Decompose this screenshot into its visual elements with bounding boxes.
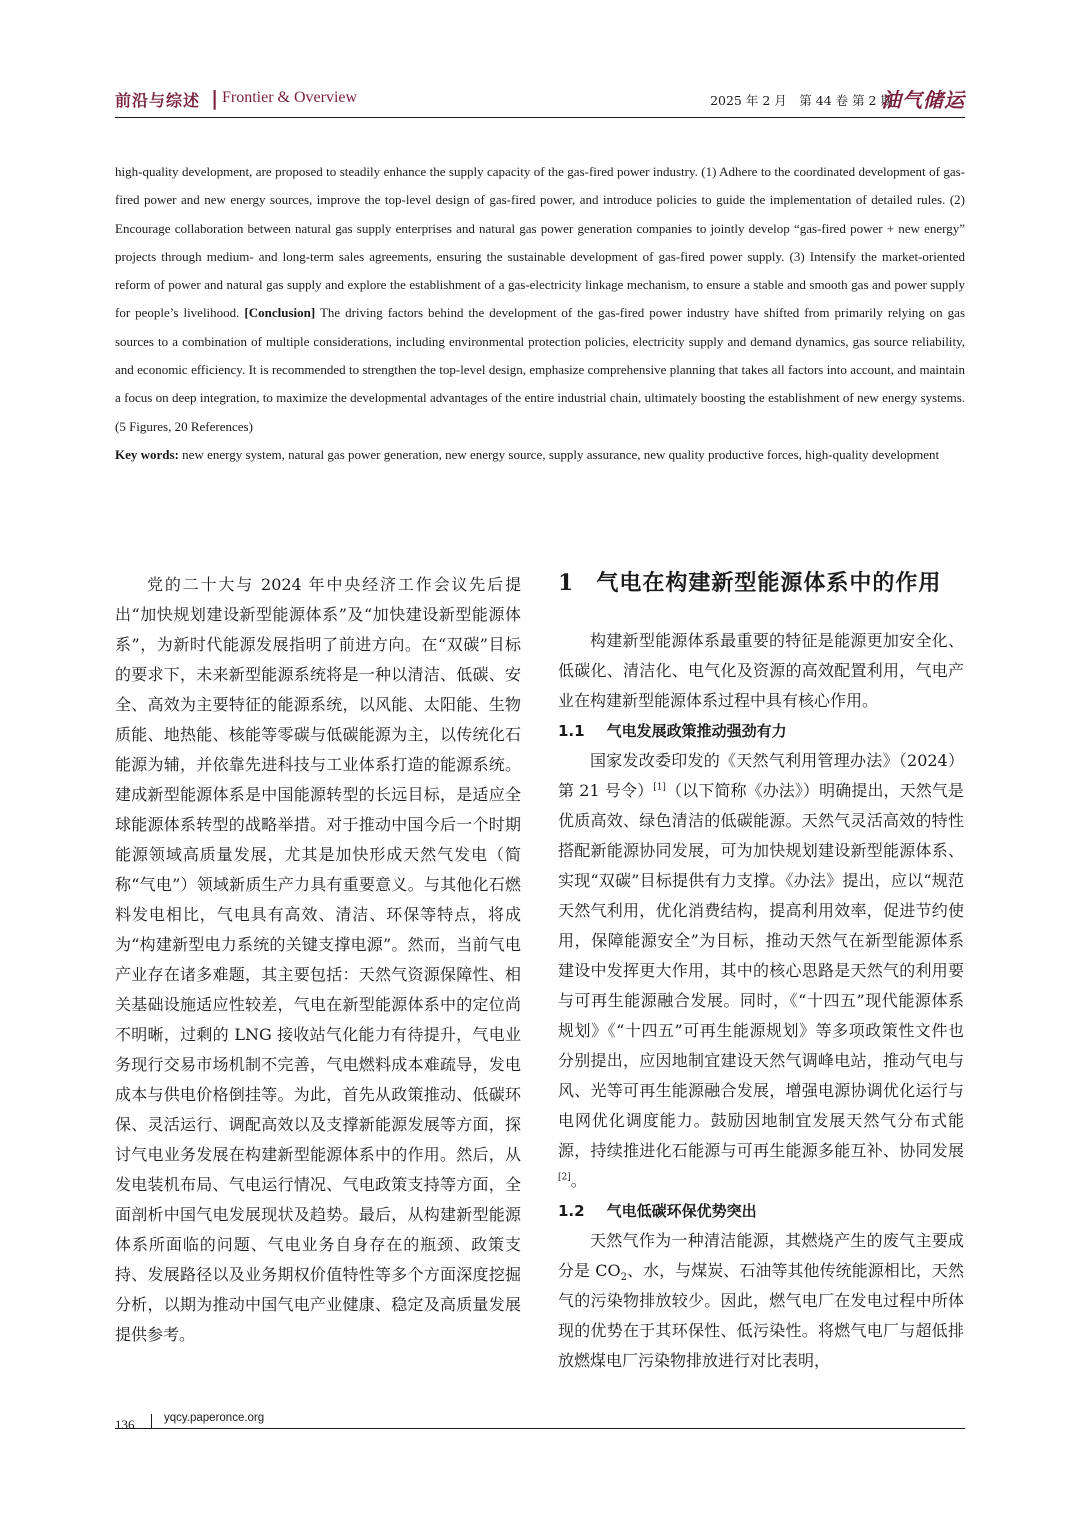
keywords (115, 441, 965, 469)
subsection-title: 气电发展政策推动强劲有力 (606, 722, 787, 740)
header-separator: | (211, 86, 219, 110)
paragraph-text: 国家发改委印发的《天然气利用管理办法》（2024）第 21 号令） (558, 751, 964, 800)
subsection-1-2-paragraph (558, 1226, 964, 1376)
subscript: 2 (620, 1272, 627, 1284)
paragraph-text: 。 (570, 1171, 587, 1190)
subsection-number: 1.2 (558, 1202, 585, 1220)
journal-url[interactable]: yqcy.paperonce.org (164, 1412, 265, 1424)
running-header (115, 84, 965, 116)
section-1-paragraph: 构建新型能源体系最重要的特征是能源更加安全化、低碳化、清洁化、电气化及资源的高效配置利用，气电产业在构建新型能源体系过程中具有核心作用。 (558, 631, 964, 710)
abstract-paragraph (115, 158, 965, 441)
abstract-results-text: high-quality development, are proposed to steadily enhance the supply capacity of the gas-fired power industry. (1) Adhere to the coordinated development of gas-fired power and new energy sources, improve the top-level design of gas-fired power, and introduce policies to guide the implementation of detailed rules. (2) Encourage collaboration between natural gas supply enterprises and natural gas power generation companies to jointly develop “gas-fired power + new energy” projects through medium- and long-term sales agreements, ensuring the sustainable development of gas-fired power supply. (3) Intensify the market-oriented reform of power and natural gas supply and explore the establishment of a gas-electricity linkage mechanism, to ensure a stable and smooth gas and power supply for people’s livelihood. (115, 164, 965, 321)
keywords-label: Key words: (115, 446, 179, 462)
paragraph-text: （以下简称《办法》）明确提出，天然气是优质高效、绿色清洁的低碳能源。天然气灵活高效的特性搭配新能源协同发展，可为加快规划建设新型能源体系、实现“双碳”目标提供有力支撑。《办法》提出，应以“规范天然气利用，优化消费结构，提高利用效率，促进节约使用，保障能源安全”为目标，推动天然气在新型能源体系建设中发挥更大作用，其中的核心思路是天然气的利用要与可再生能源融合发展。同时，《“十四五”现代能源体系规划》《“十四五”可再生能源规划》等多项政策性文件也分别提出，应因地制宜建设天然气调峰电站，推动气电与风、光等可再生能源融合发展，增强电源协调优化运行与电网优化调度能力。鼓励因地制宜发展天然气分布式能源，持续推进化石能源与可再生能源多能互补、协同发展 (558, 781, 964, 1160)
right-column (558, 566, 964, 1376)
subsection-1-1-paragraph (558, 746, 964, 1196)
paragraph-text: 、水，与煤炭、石油等其他传统能源相比，天然气的污染物排放较少。因此，燃气电厂在发电过程中所体现的优势在于其环保性、低污染性。将燃气电厂与超低排放燃煤电厂污染物排放进行对比表明， (558, 1261, 964, 1370)
subsection-heading-1-1 (558, 716, 964, 746)
section-title: 气电在构建新型能源体系中的作用 (596, 570, 942, 596)
footer-tick (151, 1414, 152, 1428)
issue-info: 2025 年 2 月 第 44 卷 第 2 期 (710, 93, 893, 108)
english-abstract (115, 158, 965, 469)
section-heading-1 (558, 566, 964, 600)
paragraph-text: 天然气作为一种清洁能源，其燃烧产生的废气主要成分是 CO (558, 1231, 964, 1280)
section-title-en: Frontier & Overview (222, 89, 358, 106)
conclusion-text: The driving factors behind the development of the gas-fired power industry have shifted from primarily relying on gas sources to a combination of multiple considerations, including environmental protection policies, electricity supply and demand dynamics, gas source reliability, and economic efficiency. It is recommended to strengthen the top-level design, emphasize comprehensive planning that takes all factors into account, and maintain a focus on deep integration, to maximize the developmental advantages of the entire industrial chain, ultimately boosting the establishment of new energy systems. (5 Figures, 20 References) (115, 305, 965, 434)
left-column (115, 570, 521, 1350)
keywords-text: new energy system, natural gas power generation, new energy source, supply assurance, new quality productive forces, high-quality development (178, 446, 940, 462)
citation-2[interactable]: [2] (558, 1172, 571, 1183)
section-number: 1 (558, 570, 575, 596)
citation-1[interactable]: [1] (653, 782, 666, 793)
conclusion-label: [Conclusion] (244, 305, 316, 321)
journal-logo: 油气储运 (881, 88, 965, 112)
subsection-heading-1-2 (558, 1196, 964, 1226)
header-divider (115, 117, 965, 118)
section-title-cn: 前沿与综述 (115, 91, 201, 110)
subsection-number: 1.1 (558, 722, 585, 740)
subsection-title: 气电低碳环保优势突出 (606, 1202, 757, 1220)
page-number: 136 (115, 1417, 135, 1432)
footer-divider (115, 1428, 965, 1429)
intro-paragraph: 党的二十大与 2024 年中央经济工作会议先后提出“加快规划建设新型能源体系”及“加快建设新型能源体系”，为新时代能源发展指明了前进方向。在“双碳”目标的要求下，未来新型能源系统将是一种以清洁、低碳、安全、高效为主要特征的能源系统，以风能、太阳能、生物质能、地热能、核能等零碳与低碳能源为主，以传统化石能源为辅，并依靠先进科技与工业体系打造的能源系统。建成新型能源体系是中国能源转型的长远目标，是适应全球能源体系转型的战略举措。对于推动中国今后一个时期能源领域高质量发展，尤其是加快形成天然气发电（简称“气电”）领域新质生产力具有重要意义。与其他化石燃料发电相比，气电具有高效、清洁、环保等特点，将成为“构建新型电力系统的关键支撑电源”。然而，当前气电产业存在诸多难题，其主要包括：天然气资源保障性、相关基础设施适应性较差，气电在新型能源体系中的定位尚不明晰，过剩的 LNG 接收站气化能力有待提升，气电业务现行交易市场机制不完善，气电燃料成本难疏导，发电成本与供电价格倒挂等。为此，首先从政策推动、低碳环保、灵活运行、调配高效以及支撑新能源发展等方面，探讨气电业务发展在构建新型能源体系中的作用。然后，从发电装机布局、气电运行情况、气电政策支持等方面，全面剖析中国气电发展现状及趋势。最后，从构建新型能源体系所面临的问题、气电业务自身存在的瓶颈、政策支持、发展路径以及业务期权价值特性等多个方面深度挖掘分析，以期为推动中国气电产业健康、稳定及高质量发展提供参考。 (115, 575, 521, 1344)
